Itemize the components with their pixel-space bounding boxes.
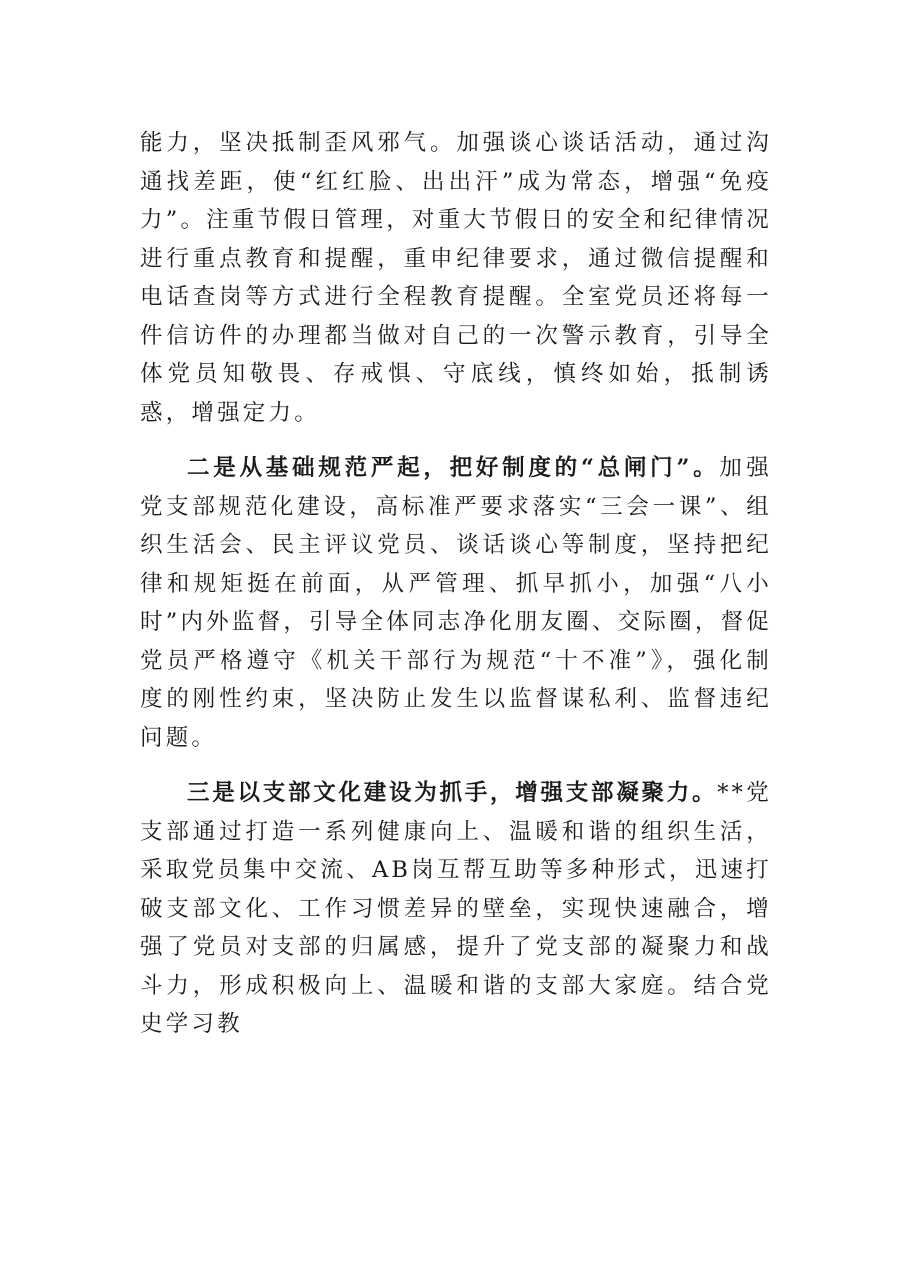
paragraph-1: [140, 124, 772, 432]
paragraph-1-text: 能力，坚决抵制歪风邪气。加强谈心谈话活动，通过沟通找差距，使“红红脸、出出汗”成为常态，增强“免疫力”。注重节假日管理，对重大节假日的安全和纪律情况进行重点教育和提醒，重申纪律要求，通过微信提醒和电话查岗等方式进行全程教育提醒。全室党员还将每一件信访件的办理都当做对自己的一次警示教育，引导全体党员知敬畏、存戒惧、守底线，慎终如始，抵制诱惑，增强定力。: [140, 130, 772, 426]
paragraph-3: [140, 774, 772, 1044]
document-body: [140, 124, 772, 1044]
paragraph-3-text: **党支部通过打造一系列健康向上、温暖和谐的组织生活，采取党员集中交流、AB岗互帮互助等多种形式，迅速打破支部文化、工作习惯差异的壁垒，实现快速融合，增强了党员对支部的归属感，提升了党支部的凝聚力和战斗力，形成积极向上、温暖和谐的支部大家庭。结合党史学习教: [140, 780, 772, 1037]
paragraph-2: [140, 449, 772, 757]
paragraph-2-heading: 二是从基础规范严起，把好制度的“总闸门”。: [187, 455, 720, 481]
paragraph-2-text: 加强党支部规范化建设，高标准严要求落实“三会一课”、组织生活会、民主评议党员、谈话谈心等制度，坚持把纪律和规矩挺在前面，从严管理、抓早抓小，加强“八小时”内外监督，引导全体同志净化朋友圈、交际圈，督促党员严格遵守《机关干部行为规范“十不准”》，强化制度的刚性约束，坚决防止发生以监督谋私利、监督违纪问题。: [140, 455, 772, 751]
paragraph-3-heading: 三是以支部文化建设为抓手，增强支部凝聚力。: [187, 780, 718, 806]
